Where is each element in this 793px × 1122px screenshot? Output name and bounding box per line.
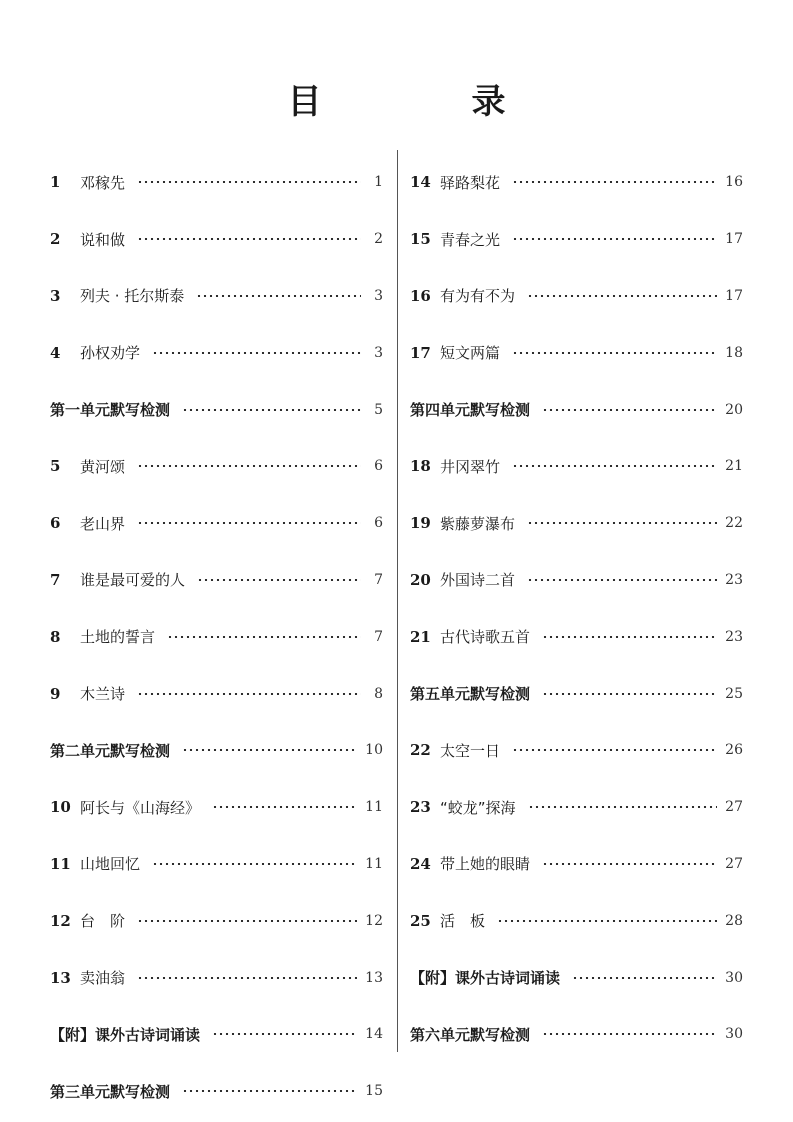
page-number: 18 xyxy=(725,344,743,361)
dot-leader xyxy=(572,977,717,979)
lesson-number: 16 xyxy=(410,286,431,305)
entry-title: 第四单元默写检测 xyxy=(410,401,531,420)
dot-leader xyxy=(197,579,361,581)
page-number: 6 xyxy=(374,515,383,532)
dot-leader xyxy=(137,920,357,922)
dot-leader xyxy=(527,579,717,581)
dot-leader xyxy=(182,409,361,411)
page-number: 11 xyxy=(365,799,383,816)
dot-leader xyxy=(167,636,361,638)
lesson-number: 11 xyxy=(50,854,71,873)
entry-title: 说和做 xyxy=(80,230,126,249)
toc-section-entry[interactable] xyxy=(50,722,383,779)
toc-lesson-entry[interactable] xyxy=(50,154,383,211)
dot-leader xyxy=(182,1090,357,1092)
page-number: 3 xyxy=(374,287,383,304)
entry-title: 阿长与《山海经》 xyxy=(80,798,201,817)
lesson-number: 7 xyxy=(50,570,61,589)
entry-title: 谁是最可爱的人 xyxy=(80,571,186,590)
toc-lesson-entry[interactable] xyxy=(50,892,383,949)
lesson-number: 23 xyxy=(410,798,431,817)
page-number: 23 xyxy=(725,571,743,588)
lesson-number: 21 xyxy=(410,627,431,646)
dot-leader xyxy=(512,352,717,354)
toc-lesson-entry[interactable] xyxy=(50,949,383,1006)
dot-leader xyxy=(497,920,717,922)
page-number: 7 xyxy=(374,628,383,645)
toc-lesson-entry[interactable] xyxy=(410,836,743,893)
entry-title: 第三单元默写检测 xyxy=(50,1082,171,1101)
entry-title: 卖油翁 xyxy=(80,969,126,988)
toc-lesson-entry[interactable] xyxy=(410,438,743,495)
toc-lesson-entry[interactable] xyxy=(410,211,743,268)
dot-leader xyxy=(527,295,717,297)
toc-lesson-entry[interactable] xyxy=(410,608,743,665)
page-number: 27 xyxy=(725,855,743,872)
page-number: 6 xyxy=(374,458,383,475)
dot-leader xyxy=(137,465,361,467)
toc-lesson-entry[interactable] xyxy=(410,324,743,381)
entry-title: 山地回忆 xyxy=(80,855,141,874)
dot-leader xyxy=(137,977,357,979)
toc-lesson-entry[interactable] xyxy=(410,722,743,779)
dot-leader xyxy=(137,181,361,183)
dot-leader xyxy=(512,465,717,467)
entry-title: 列夫 · 托尔斯泰 xyxy=(80,287,185,306)
page-number: 25 xyxy=(725,685,743,702)
entry-title: 土地的誓言 xyxy=(80,628,156,647)
lesson-number: 8 xyxy=(50,627,61,646)
toc-section-entry[interactable] xyxy=(410,1006,743,1063)
page-number: 17 xyxy=(725,231,743,248)
lesson-number: 3 xyxy=(50,286,61,305)
toc-section-entry[interactable] xyxy=(410,949,743,1006)
toc-lesson-entry[interactable] xyxy=(50,495,383,552)
toc-lesson-entry[interactable] xyxy=(50,438,383,495)
page-number: 1 xyxy=(374,174,383,191)
toc-right-column xyxy=(410,154,743,1063)
toc-section-entry[interactable] xyxy=(50,381,383,438)
dot-leader xyxy=(527,522,717,524)
dot-leader xyxy=(212,806,357,808)
page-number: 15 xyxy=(365,1083,383,1100)
dot-leader xyxy=(542,693,717,695)
page-number: 14 xyxy=(365,1026,383,1043)
toc-section-entry[interactable] xyxy=(50,1006,383,1063)
dot-leader xyxy=(542,863,717,865)
toc-lesson-entry[interactable] xyxy=(410,154,743,211)
page-number: 2 xyxy=(374,231,383,248)
page-number: 11 xyxy=(365,855,383,872)
lesson-number: 1 xyxy=(50,173,61,192)
page-number: 30 xyxy=(725,1026,743,1043)
page-number: 10 xyxy=(365,742,383,759)
entry-title: 第五单元默写检测 xyxy=(410,685,531,704)
entry-title: 【附】课外古诗词诵读 xyxy=(50,1025,201,1044)
lesson-number: 24 xyxy=(410,854,431,873)
page-number: 13 xyxy=(365,969,383,986)
page-number: 26 xyxy=(725,742,743,759)
page-number: 17 xyxy=(725,287,743,304)
toc-lesson-entry[interactable] xyxy=(410,779,743,836)
toc-lesson-entry[interactable] xyxy=(410,552,743,609)
dot-leader xyxy=(542,636,717,638)
dot-leader xyxy=(542,409,717,411)
entry-title: 【附】课外古诗词诵读 xyxy=(410,969,561,988)
entry-title: 老山界 xyxy=(80,514,126,533)
entry-title: “蛟龙”探海 xyxy=(440,798,516,817)
dot-leader xyxy=(152,352,361,354)
toc-lesson-entry[interactable] xyxy=(410,892,743,949)
toc-left-column xyxy=(50,154,383,1120)
column-divider xyxy=(397,150,398,1052)
dot-leader xyxy=(182,749,357,751)
lesson-number: 19 xyxy=(410,514,431,533)
page-number: 7 xyxy=(374,571,383,588)
lesson-number: 12 xyxy=(50,911,71,930)
lesson-number: 15 xyxy=(410,230,431,249)
toc-lesson-entry[interactable] xyxy=(410,495,743,552)
entry-title: 青春之光 xyxy=(440,230,501,249)
dot-leader xyxy=(542,1033,717,1035)
page-title: 目 录 xyxy=(287,82,564,122)
page-number: 21 xyxy=(725,458,743,475)
page-number: 27 xyxy=(725,799,743,816)
entry-title: 黄河颂 xyxy=(80,457,126,476)
dot-leader xyxy=(137,238,361,240)
lesson-number: 2 xyxy=(50,230,61,249)
page-number: 30 xyxy=(725,969,743,986)
dot-leader xyxy=(512,238,717,240)
entry-title: 台 阶 xyxy=(80,912,126,931)
lesson-number: 5 xyxy=(50,457,61,476)
entry-title: 活 板 xyxy=(440,912,486,931)
entry-title: 第二单元默写检测 xyxy=(50,741,171,760)
entry-title: 木兰诗 xyxy=(80,685,126,704)
toc-lesson-entry[interactable] xyxy=(50,324,383,381)
lesson-number: 6 xyxy=(50,514,61,533)
dot-leader xyxy=(512,181,717,183)
entry-title: 邓稼先 xyxy=(80,173,126,192)
toc-lesson-entry[interactable] xyxy=(50,211,383,268)
entry-title: 孙权劝学 xyxy=(80,344,141,363)
toc-section-entry[interactable] xyxy=(410,381,743,438)
toc-lesson-entry[interactable] xyxy=(50,665,383,722)
dot-leader xyxy=(137,693,361,695)
page-number: 22 xyxy=(725,515,743,532)
lesson-number: 10 xyxy=(50,798,71,817)
dot-leader xyxy=(152,863,357,865)
entry-title: 紫藤萝瀑布 xyxy=(440,514,516,533)
lesson-number: 25 xyxy=(410,911,431,930)
entry-title: 外国诗二首 xyxy=(440,571,516,590)
lesson-number: 14 xyxy=(410,173,431,192)
entry-title: 古代诗歌五首 xyxy=(440,628,531,647)
toc-section-entry[interactable] xyxy=(50,1063,383,1120)
toc-lesson-entry[interactable] xyxy=(50,836,383,893)
lesson-number: 4 xyxy=(50,343,61,362)
page-number: 3 xyxy=(374,344,383,361)
lesson-number: 18 xyxy=(410,457,431,476)
toc-lesson-entry[interactable] xyxy=(50,608,383,665)
entry-title: 太空一日 xyxy=(440,741,501,760)
page-number: 28 xyxy=(725,912,743,929)
lesson-number: 17 xyxy=(410,343,431,362)
dot-leader xyxy=(512,749,717,751)
dot-leader xyxy=(528,806,718,808)
lesson-number: 9 xyxy=(50,684,61,703)
toc-lesson-entry[interactable] xyxy=(50,552,383,609)
lesson-number: 22 xyxy=(410,741,431,760)
page-number: 5 xyxy=(374,401,383,418)
lesson-number: 13 xyxy=(50,968,71,987)
toc-section-entry[interactable] xyxy=(410,665,743,722)
entry-title: 短文两篇 xyxy=(440,344,501,363)
toc-lesson-entry[interactable] xyxy=(50,268,383,325)
toc-lesson-entry[interactable] xyxy=(50,779,383,836)
entry-title: 第六单元默写检测 xyxy=(410,1025,531,1044)
entry-title: 第一单元默写检测 xyxy=(50,401,171,420)
toc-lesson-entry[interactable] xyxy=(410,268,743,325)
entry-title: 有为有不为 xyxy=(440,287,516,306)
page-number: 12 xyxy=(365,912,383,929)
dot-leader xyxy=(196,295,361,297)
dot-leader xyxy=(212,1033,357,1035)
page-number: 8 xyxy=(374,685,383,702)
entry-title: 驿路梨花 xyxy=(440,173,501,192)
page-number: 23 xyxy=(725,628,743,645)
entry-title: 井冈翠竹 xyxy=(440,457,501,476)
lesson-number: 20 xyxy=(410,570,431,589)
dot-leader xyxy=(137,522,361,524)
page-number: 16 xyxy=(725,174,743,191)
page-number: 20 xyxy=(725,401,743,418)
entry-title: 带上她的眼睛 xyxy=(440,855,531,874)
